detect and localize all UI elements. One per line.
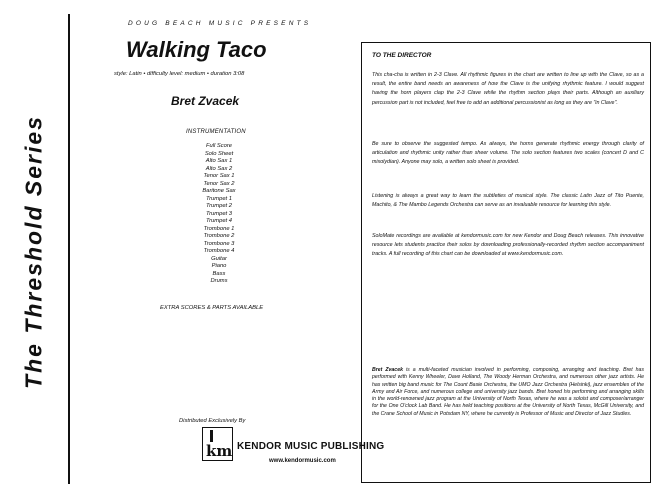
bio-name: Bret Zvacek bbox=[372, 367, 403, 373]
instrument-item: Trombone 4 bbox=[203, 248, 235, 254]
instrument-item: Alto Sax 1 bbox=[205, 158, 233, 164]
instrument-item: Tenor Sax 2 bbox=[203, 180, 235, 187]
instrument-item: Tenor Sax 1 bbox=[203, 173, 235, 179]
publisher-header: DOUG BEACH MUSIC PRESENTS bbox=[128, 20, 312, 27]
director-paragraph: This cha-cha is written in 2-3 Clave. All rhythmic figures in the chart are written to line up with the Clave, so as a result, the entire band needs an awareness of how the Clave is the unifying rhythmic feature. I would suggest having the horn players clap the 2-3 Clave while the rhythm section plays their parts. Although an auxiliary percussion part is not included, feel free to add an additional percussionist as long as they are "in Clave". bbox=[372, 72, 644, 106]
instrument-item: Bass bbox=[212, 270, 226, 277]
publisher-url: www.kendormusic.com bbox=[269, 458, 336, 464]
instrument-item: Trumpet 3 bbox=[206, 210, 232, 217]
instrumentation-list bbox=[169, 143, 269, 286]
piece-title: Walking Taco bbox=[126, 37, 267, 62]
instrument-item: Piano bbox=[211, 263, 227, 269]
series-sidebar bbox=[0, 0, 68, 500]
instrument-item: Guitar bbox=[211, 255, 227, 262]
instrumentation-heading: INSTRUMENTATION bbox=[186, 129, 246, 135]
instrument-item: Trumpet 4 bbox=[206, 218, 232, 224]
kendor-logo bbox=[202, 427, 233, 461]
logo-letters: km bbox=[206, 442, 233, 460]
director-paragraph: Be sure to observe the suggested tempo. As always, the horns generate rhythmic energy through clarity of articulation and rhythmic unity rather than sheer volume. The solo section features two scales (concert D and C mixolydian). Anyone may solo, a written solo sheet is provided. bbox=[372, 141, 644, 166]
director-heading: TO THE DIRECTOR bbox=[372, 52, 432, 59]
instrument-item: Trombone 3 bbox=[203, 240, 235, 247]
instrument-item: Trumpet 2 bbox=[206, 203, 232, 209]
instrument-item: Alto Sax 2 bbox=[205, 165, 233, 172]
series-title: The Threshold Series bbox=[20, 115, 47, 389]
sidebar-divider bbox=[68, 14, 70, 484]
style-line: style: Latin • difficulty level: medium • duration 3:08 bbox=[114, 71, 245, 77]
instrument-item: Baritone Sax bbox=[202, 188, 236, 194]
instrument-item: Trombone 1 bbox=[203, 225, 235, 232]
publisher-name: KENDOR MUSIC PUBLISHING bbox=[237, 441, 385, 452]
instrument-item: Full Score bbox=[205, 143, 233, 149]
extra-parts-note: EXTRA SCORES & PARTS AVAILABLE bbox=[160, 305, 264, 311]
instrument-item: Solo Sheet bbox=[204, 150, 234, 157]
director-paragraph: SoloMate recordings are available at kendormusic.com for new Kendor and Doug Beach releases. This innovative resource lets students practice their solos by downloading professionally-recorded rhythm section accompaniment tracks. A full recording of this chart can be downloaded at www.kendormusic.com. bbox=[372, 233, 644, 258]
bio-text: is a multi-faceted musician involved in performing, composing, arranging and teaching. Bret has performed with Kenny Wheeler, Dave Holland, The Woody Herman Orchestra, and numerous other jazz artists. He has written big band music for The Count Basie Orchestra, the UMO Jazz Orchestra (Helsinki), jazz ensembles of the Army and Air Force, and numerous college and university jazz bands. Bret honed his performing and arranging skills in the world-renowned jazz program at the University of North Texas, where he was a soloist and composer/arranger for the One O'clock Lab Band. He has held teaching positions at the University of North Texas, McGill University, and the Crane School of Music in Potsdam NY, where he currently is Professor of Music and Director of Jazz Studies. bbox=[372, 367, 644, 417]
composer-bio bbox=[372, 367, 644, 418]
director-notes-box bbox=[361, 42, 651, 483]
director-paragraph: Listening is always a great way to learn the subtleties of musical style. The classic Latin Jazz of Tito Puente, Machito, & The Mambo Legends Orchestra can serve as an invaluable resource for learning this style. bbox=[372, 193, 644, 209]
instrument-item: Drums bbox=[210, 278, 228, 284]
distributed-by: Distributed Exclusively By bbox=[179, 418, 246, 424]
cover-left-column bbox=[74, 0, 385, 500]
logo-bar bbox=[210, 430, 213, 442]
instrument-item: Trumpet 1 bbox=[206, 195, 232, 202]
composer-name: Bret Zvacek bbox=[171, 94, 240, 108]
instrument-item: Trombone 2 bbox=[203, 233, 235, 239]
